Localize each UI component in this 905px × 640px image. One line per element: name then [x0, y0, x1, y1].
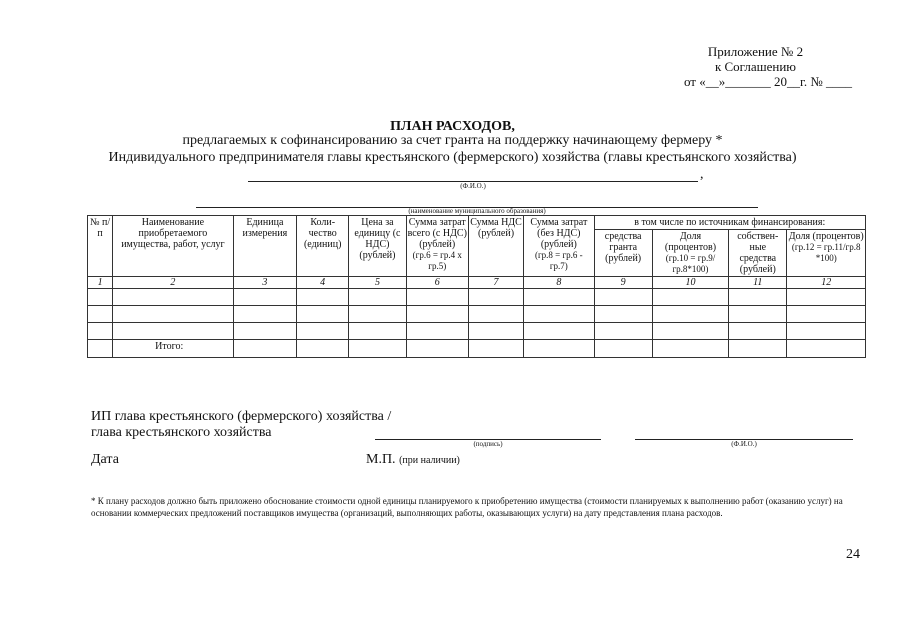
- appendix-line-3: от «__»_______ 20__г. № ____: [683, 74, 852, 89]
- municipality-caption: (наименование муниципального образования): [408, 207, 546, 215]
- col-number: 12: [787, 277, 866, 289]
- formula-col6: (гр.6 = гр.4 х гр.5): [412, 250, 462, 271]
- header-name: Наименование приобретаемого имущества, работ, услуг: [113, 216, 234, 277]
- page-number: 24: [846, 547, 860, 562]
- stamp-place: [366, 452, 460, 468]
- header-own-funds: собствен-ные средства (рублей): [729, 230, 787, 277]
- col-number: 8: [524, 277, 594, 289]
- header-total-vat: Сумма затрат всего (с НДС) (рублей) (гр.6 = гр.4 х гр.5): [406, 216, 468, 277]
- signatory-line-2: глава крестьянского хозяйства: [91, 425, 272, 440]
- formula-col12: (гр.12 = гр.11/гр.8 *100): [791, 242, 861, 263]
- header-share-1: Доля (процентов) (гр.10 = гр.9/гр.8*100): [652, 230, 728, 277]
- header-grant: средства гранта (рублей): [594, 230, 652, 277]
- header-total-novat: Сумма затрат (без НДС) (рублей) (гр.8 = гр.6 - гр.7): [524, 216, 594, 277]
- document-subtitle-2: Индивидуального предпринимателя главы крестьянского (фермерского) хозяйства (главы крестьянского хозяйства): [108, 150, 797, 165]
- col-number: 3: [233, 277, 296, 289]
- col-number: 9: [594, 277, 652, 289]
- stamp-note: (при наличии): [399, 455, 460, 466]
- total-label: Итого:: [113, 340, 234, 358]
- header-price: Цена за единицу (с НДС) (рублей): [349, 216, 406, 277]
- col-number: 5: [349, 277, 406, 289]
- header-vat: Сумма НДС (рублей): [468, 216, 523, 277]
- signatory-fio-caption: (Ф.И.О.): [731, 440, 757, 448]
- column-numbers-row: [88, 277, 866, 289]
- col-number: 11: [729, 277, 787, 289]
- document-subtitle-1: предлагаемых к софинансированию за счет гранта на поддержку начинающему фермеру *: [182, 133, 723, 148]
- header-no: № п/п: [88, 216, 113, 277]
- stamp-label: М.П.: [366, 452, 396, 467]
- col-number: 6: [406, 277, 468, 289]
- date-label: Дата: [91, 452, 119, 467]
- signatory-line-1: ИП глава крестьянского (фермерского) хозяйства /: [91, 409, 392, 424]
- table-header-row: [88, 216, 866, 230]
- expense-plan-table: [87, 215, 866, 358]
- col-number: 10: [652, 277, 728, 289]
- formula-col8: (гр.8 = гр.6 - гр.7): [534, 250, 583, 271]
- fio-caption: (Ф.И.О.): [460, 182, 486, 190]
- formula-col10: (гр.10 = гр.9/гр.8*100): [665, 253, 716, 274]
- table-row: [88, 306, 866, 323]
- col-number: 1: [88, 277, 113, 289]
- table-row: [88, 323, 866, 340]
- fio-comma: ,: [700, 167, 704, 182]
- appendix-line-1: Приложение № 2: [707, 44, 804, 59]
- col-number: 2: [113, 277, 234, 289]
- table-row: [88, 289, 866, 306]
- header-unit: Единица измерения: [233, 216, 296, 277]
- col-number: 7: [468, 277, 523, 289]
- header-quantity: Коли-чество (единиц): [297, 216, 349, 277]
- appendix-block: [683, 44, 852, 89]
- appendix-line-2: к Соглашению: [714, 59, 797, 74]
- total-row: [88, 340, 866, 358]
- signatory-title: [91, 409, 391, 441]
- header-share-2: Доля (процентов) (гр.12 = гр.11/гр.8 *100): [787, 230, 866, 277]
- header-sources: в том числе по источникам финансирования:: [594, 216, 866, 230]
- footnote: * К плану расходов должно быть приложено обоснование стоимости одной единицы планируемого к приобретению имущества (стоимости планируемых к выполнению работ (оказанию услуг) на основании коммерческих предложений поставщиков имущества (организаций, выполняющих работы, оказывающих услуги) на дату представления плана расходов.: [91, 496, 843, 518]
- col-number: 4: [297, 277, 349, 289]
- document-title: ПЛАН РАСХОДОВ,: [390, 119, 515, 134]
- signature-caption: (подпись): [473, 440, 503, 448]
